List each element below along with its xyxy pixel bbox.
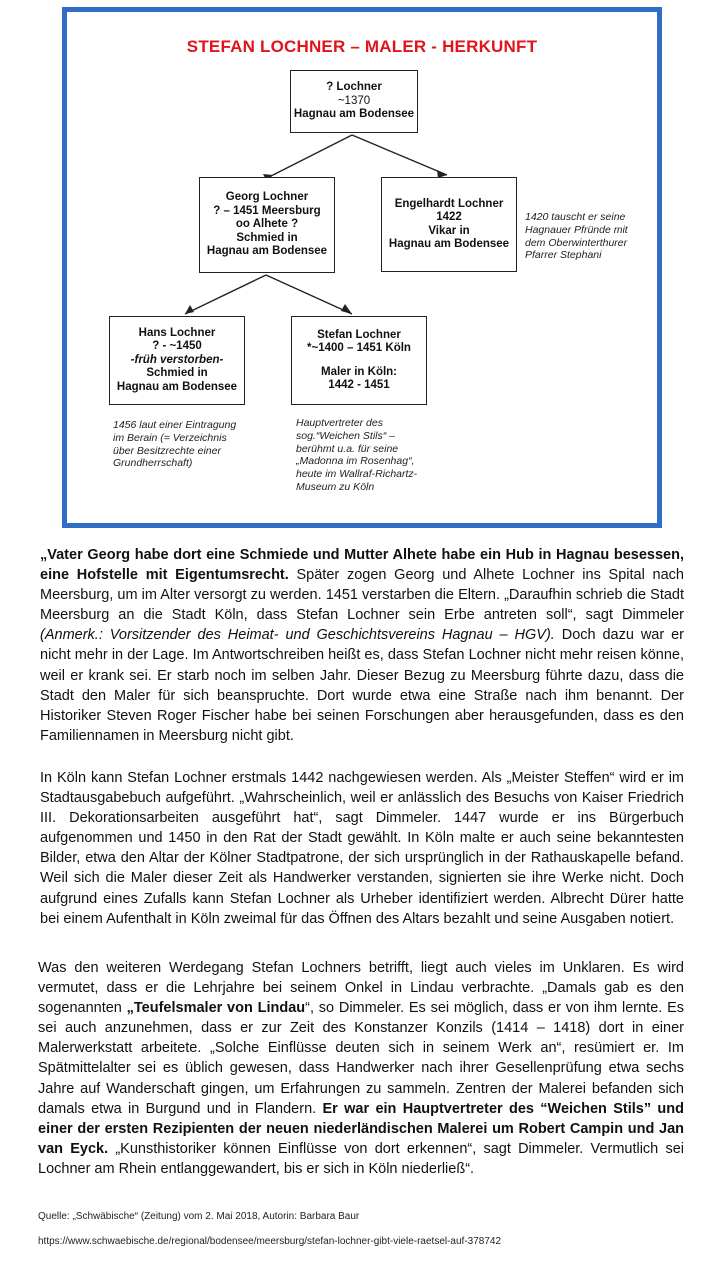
paragraph-2: In Köln kann Stefan Lochner erstmals 1442 nachgewiesen werden. Als „Meister Steffen“ wird er im Stadtausgabebuch aufgeführt. „Wahrscheinlich, weil er anlässlich des Besuchs von Kaiser Friedrich III. Dekorationsarbeiten ausgeführt hat“, sagt Dimmeler. 1447 wurde er ins Bürgerbuch aufgenommen und 1450 in den Rat der Stadt gewählt. In Köln malte er auch seine bekanntesten Bilder, etwa den Altar der Kölner Stadtpatrone, der sich ursprünglich in der Rathauskapelle befand. Weil sich die Maler dieser Zeit als Handwerker verstanden, signierten sie ihre Werke nicht. Doch aufgrund eines Zufalls kann Stefan Lochner als Urheber identifiziert werden. Albrecht Dürer hatte bei einem Aufenthalt in Köln zweimal für das Öffnen des Altars bezahlt und seine Ausgaben notiert. (40, 770, 684, 927)
paragraph-3-bold-2: Er war ein Hauptvertreter des “Weichen Stils” und einer der ersten Rezipienten der neuen niederländischen Malerei um Robert Campin und Jan van Eyck. (38, 1100, 684, 1157)
note-stefan: Hauptvertreter des sog.“Weichen Stils“ – berühmt u.a. für seine „Madonna im Rosenhag“, heute im Wallraf-Richartz- Museum zu Köln (296, 417, 418, 493)
paragraph-1-bold: „Vater Georg habe dort eine Schmiede und Mutter Alhete habe ein Hub in Hagnau besessen, eine Hofstelle mit Eigentumsrecht. (40, 547, 684, 584)
paragraph-1: „Vater Georg habe dort eine Schmiede und Mutter Alhete habe ein Hub in Hagnau besessen, eine Hofstelle mit Eigentumsrecht. Später zogen Georg und Alhete Lochner ins Spital nach Meersburg, um im Alter versorgt zu werden. 1451 verstarben die Eltern. „Daraufhin schrieb die Stadt Meersburg an die Stadt Köln, dass Stefan Lochner sein Erbe antreten soll“, sagt Dimmeler (Anmerk.: Vorsitzender des Heimat- und Geschichtsvereins Hagnau – HGV). Doch dazu war er nicht mehr in der Lage. Im Antwortschreiben heißt es, dass Stefan Lochner nicht mehr reisen könne, weil er krank sei. Er starb noch im selben Jahr. Dieser Bezug zu Meersburg führte dazu, dass die Stadt den Maler für sich beanspruchte. Dort wurde etwa eine Straße nach ihm benannt. Der Historiker Steven Roger Fischer habe bei seinen Forschungen aber herausgefunden, dass es den Familiennamen in Meersburg nicht gibt. (40, 547, 684, 744)
node-root: ? Lochner ~1370 Hagnau am Bodensee (290, 70, 418, 133)
paragraph-3: Was den weiteren Werdegang Stefan Lochners betrifft, liegt auch vieles im Unklaren. Es wird vermutet, dass er die Lehrjahre bei seinem Onkel in Lindau verbrachte. „Damals gab es den sogenannten „Teufelsmaler von Lindau“, so Dimmeler. Es sei möglich, dass er von ihm lernte. Es sei auch anzunehmen, dass er zur Zeit des Konstanzer Konzils (1414 – 1418) dort in einer Malerwerkstatt arbeitete. „Solche Einflüsse deuten sich in seinem Werk an“, resümiert er. Im Spätmittelalter sei es üblich gewesen, dass Handwerker nach ihrer Gesellenprüfung etwa sechs Jahre auf Wanderschaft gingen, um Erfahrungen zu sammeln. Zentren der Malerei befanden sich damals etwa in Burgund und in Flandern. Er war ein Hauptvertreter des “Weichen Stils” und einer der ersten Rezipienten der neuen niederländischen Malerei um Robert Campin und Jan van Eyck. „Kunsthistoriker können Einflüsse von dort erkennen“, sagt Dimmeler. Vermutlich sei Lochner am Rhein entlanggewandert, bis er sich in Köln niederließ“. (38, 960, 684, 1177)
paragraph-1-annotation: (Anmerk.: Vorsitzender des Heimat- und Geschichtsvereins Hagnau – HGV). (40, 627, 555, 644)
source-citation: Quelle: „Schwäbische“ (Zeitung) vom 2. Mai 2018, Autorin: Barbara Baur (38, 1211, 360, 1222)
node-stefan: Stefan Lochner *~1400 – 1451 Köln Maler in Köln: 1442 - 1451 (291, 316, 427, 405)
connector-root-georg (273, 135, 352, 175)
diagram-title: STEFAN LOCHNER – MALER - HERKUNFT (186, 37, 538, 56)
note-engelhardt: 1420 tauscht er seine Hagnauer Pfründe mit dem Oberwinterthurer Pfarrer Stephani (525, 211, 628, 262)
note-hans: 1456 laut einer Eintragung im Berain (= Verzeichnis über Besitzrechte einer Grundherrschaft) (113, 419, 237, 470)
connector-georg-hans (185, 275, 266, 314)
node-georg: Georg Lochner ? – 1451 Meersburg oo Alhete ? Schmied in Hagnau am Bodensee (199, 177, 335, 273)
node-engelhardt: Engelhardt Lochner 1422 Vikar in Hagnau am Bodensee (381, 177, 517, 272)
node-hans: Hans Lochner ? - ~1450 -früh verstorben- Schmied in Hagnau am Bodensee (109, 316, 245, 405)
source-url[interactable]: https://www.schwaebische.de/regional/bodensee/meersburg/stefan-lochner-gibt-viele-raetsel-auf-378742 (38, 1236, 502, 1247)
connector-root-engelhardt (352, 135, 447, 175)
connector-georg-stefan (266, 275, 352, 314)
diagram-frame (62, 7, 662, 528)
paragraph-3-bold-1: „Teufelsmaler von Lindau (126, 1000, 306, 1017)
